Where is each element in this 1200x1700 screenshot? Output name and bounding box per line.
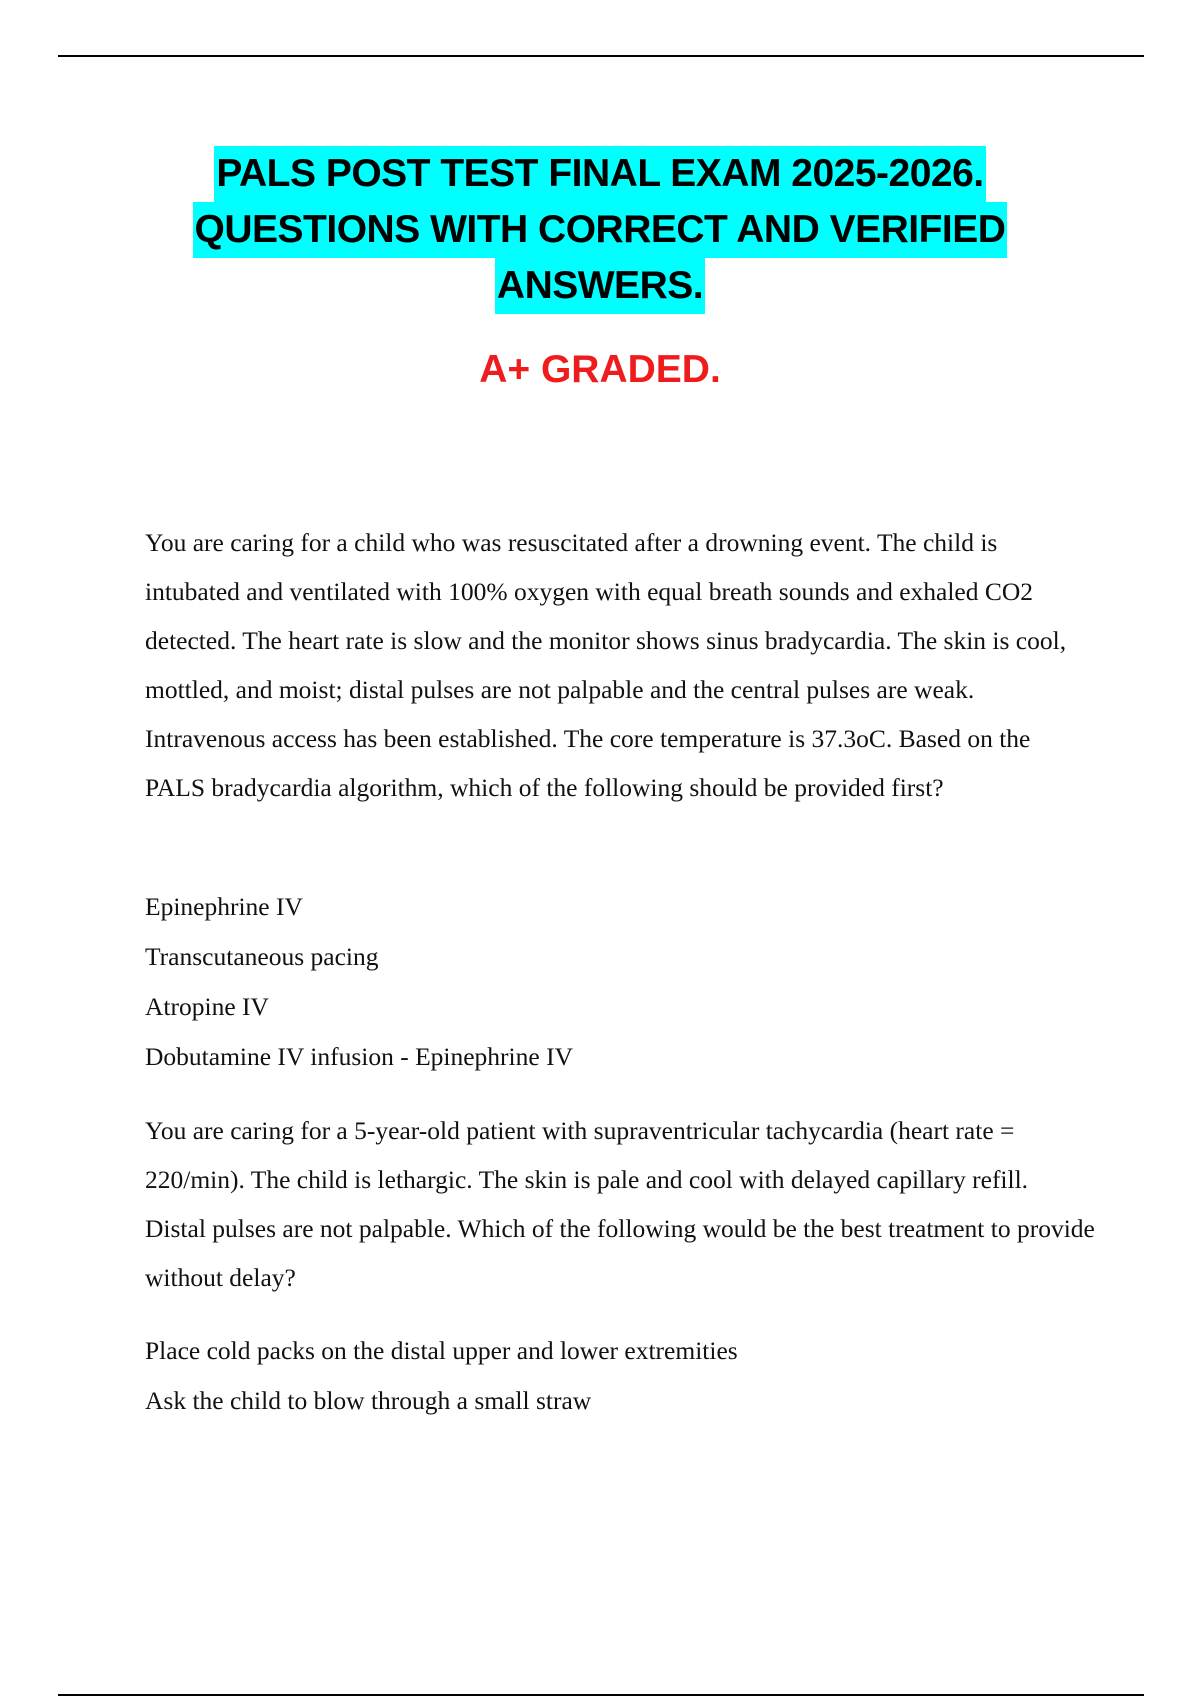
grade-label: A+ GRADED. [479, 348, 721, 391]
question-2-options [145, 1326, 1095, 1426]
top-divider [58, 55, 1144, 57]
question-1-text: You are caring for a child who was resuscitated after a drowning event. The child is intubated and ventilated with 100% oxygen with equal breath sounds and exhaled CO2 detected. The heart rate is slow and the monitor shows sinus bradycardia. The skin is cool, mottled, and moist; distal pulses are not palpable and the central pulses are weak. Intravenous access has been established. The core temperature is 37.3oC. Based on the PALS bradycardia algorithm, which of the following should be provided first? [145, 528, 1067, 802]
bottom-divider [58, 1694, 1144, 1696]
document-title [0, 146, 1200, 314]
question-1-option-4: Dobutamine IV infusion - Epinephrine IV [145, 1042, 573, 1071]
question-1-options [145, 882, 1095, 1082]
question-1-option-3: Atropine IV [145, 992, 269, 1021]
question-2-text: You are caring for a 5-year-old patient with supraventricular tachycardia (heart rate = 220/min). The child is lethargic. The skin is pale and cool with delayed capillary refill. Distal pulses are not palpable. Which of the following would be the best treatment to provide without delay? [145, 1116, 1095, 1292]
title-line-2: QUESTIONS WITH CORRECT AND VERIFIED [193, 202, 1008, 258]
question-2-option-2: Ask the child to blow through a small straw [145, 1386, 592, 1415]
title-line-1: PALS POST TEST FINAL EXAM 2025-2026. [214, 146, 985, 202]
title-line-3: ANSWERS. [495, 258, 705, 314]
question-1-option-2: Transcutaneous pacing [145, 942, 379, 971]
question-1-option-1: Epinephrine IV [145, 892, 303, 921]
question-2-option-1: Place cold packs on the distal upper and lower extremities [145, 1336, 738, 1365]
